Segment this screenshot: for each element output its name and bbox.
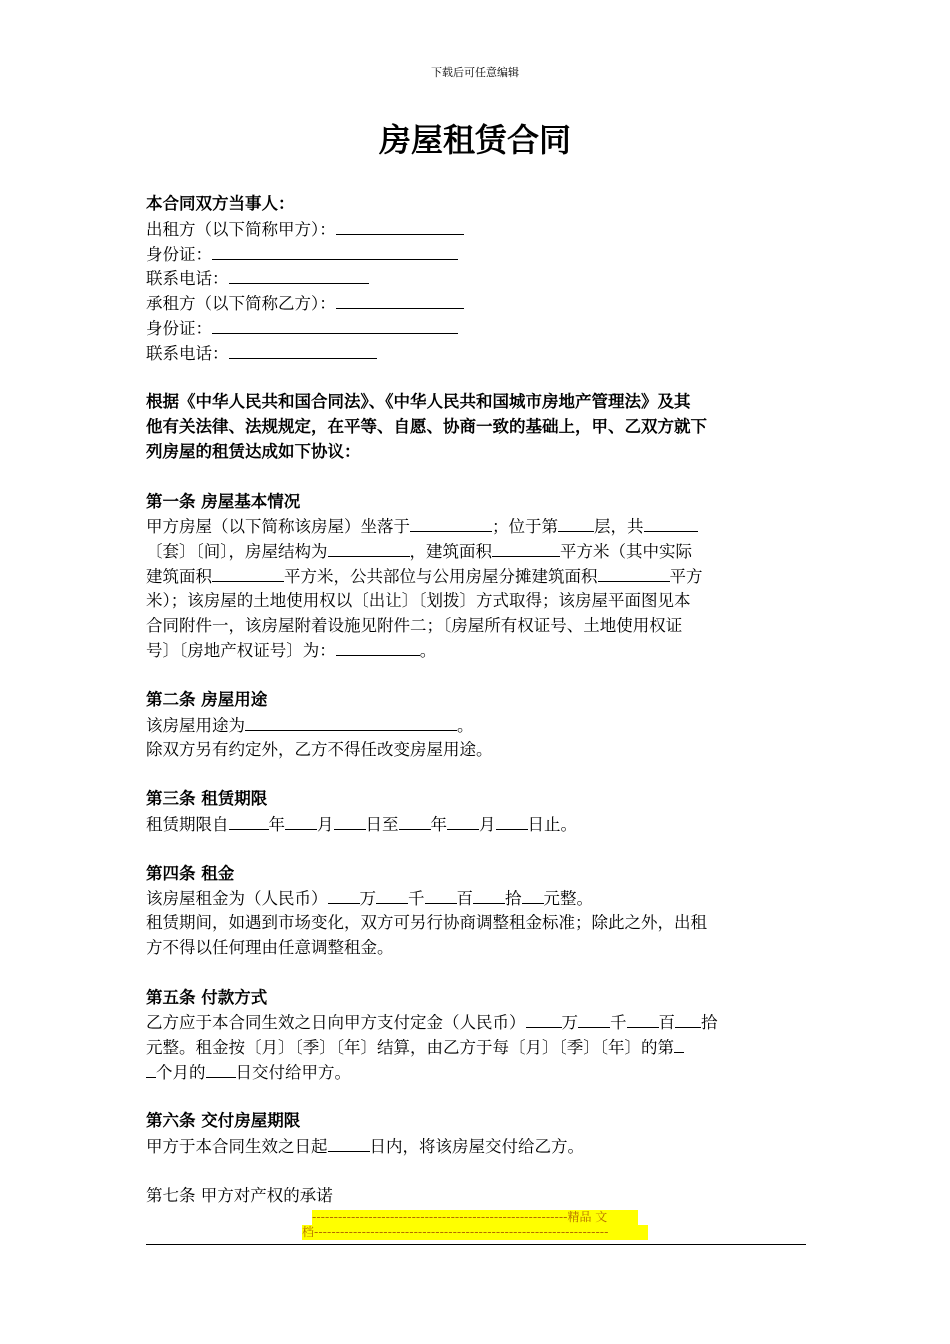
- article-1-line-6: [146, 638, 806, 663]
- deposit-qian-blank[interactable]: [578, 1010, 610, 1028]
- text: 年: [268, 814, 285, 834]
- deposit-bai-blank[interactable]: [627, 1010, 659, 1028]
- text: 平方: [669, 566, 703, 586]
- text: 建筑面积: [146, 566, 212, 586]
- spacer: [146, 663, 806, 688]
- lessor-label: 出租方（以下简称甲方）：: [146, 219, 336, 239]
- lessor-phone-blank[interactable]: [229, 266, 369, 284]
- lessee-id-label: 身份证：: [146, 318, 212, 338]
- text: 月: [317, 814, 334, 834]
- end-day-blank[interactable]: [496, 812, 528, 830]
- structure-blank[interactable]: [328, 539, 410, 557]
- text: 日至: [365, 814, 399, 834]
- lessor-line: [146, 217, 806, 242]
- text: 该房屋用途为: [146, 715, 245, 735]
- usage-blank[interactable]: [245, 713, 457, 731]
- text: 平方米，公共部位与公用房屋分摊建筑面积: [284, 566, 598, 586]
- article-4-line-1: [146, 886, 806, 911]
- article-7-heading: 第七条 甲方对产权的承诺: [146, 1185, 333, 1205]
- text: 乙方应于本合同生效之日向甲方支付定金（人民币）: [146, 1013, 526, 1033]
- lessee-phone-blank[interactable]: [229, 341, 377, 359]
- shared-area-blank[interactable]: [598, 564, 670, 582]
- article-4-line-3: 方不得以任何理由任意调整租金。: [146, 937, 394, 957]
- text: 日内，将该房屋交付给乙方。: [369, 1137, 584, 1157]
- text: 。: [419, 641, 437, 661]
- payment-day-blank[interactable]: [206, 1060, 236, 1078]
- text: ，建筑面积: [409, 542, 492, 562]
- article-4-line-2: 租赁期间，如遇到市场变化，双方可另行协商调整租金标准；除此之外，出租: [146, 913, 707, 933]
- article-1-line-2: [146, 539, 806, 564]
- location-blank[interactable]: [410, 514, 492, 532]
- lessor-id-blank[interactable]: [212, 242, 458, 260]
- article-6-line-1: [146, 1134, 806, 1159]
- article-2-line-2: 除双方另有约定外，乙方不得任改变房屋用途。: [146, 739, 493, 759]
- article-4-heading: 第四条 租金: [146, 863, 235, 883]
- lessee-phone-line: [146, 341, 806, 366]
- text: 甲方房屋（以下简称该房屋）坐落于: [146, 517, 410, 537]
- contract-body: [146, 192, 806, 1209]
- text: 年: [430, 814, 447, 834]
- spacer: [146, 762, 806, 787]
- text: 百: [456, 889, 473, 909]
- lessee-blank[interactable]: [336, 291, 464, 309]
- text: ；位于第: [492, 517, 558, 537]
- text: 月: [479, 814, 496, 834]
- text: 千: [408, 889, 425, 909]
- text: 日交付给甲方。: [235, 1062, 351, 1082]
- header-note: 下载后可任意编辑: [431, 66, 519, 79]
- rent-shi-blank[interactable]: [473, 886, 505, 904]
- article-1-heading: 第一条 房屋基本情况: [146, 491, 301, 511]
- rent-yuan-blank[interactable]: [522, 886, 544, 904]
- article-1-line-1: [146, 514, 806, 539]
- text: 拾: [701, 1013, 718, 1033]
- total-floors-blank[interactable]: [644, 514, 698, 532]
- footer: [146, 1210, 806, 1245]
- text: 个月的: [156, 1062, 206, 1082]
- deposit-wan-blank[interactable]: [526, 1010, 562, 1028]
- floor-blank[interactable]: [558, 514, 594, 532]
- text: 平方米（其中实际: [560, 542, 692, 562]
- payment-month-blank-cont[interactable]: [146, 1060, 156, 1078]
- lessee-id-line: [146, 316, 806, 341]
- spacer: [146, 1085, 806, 1110]
- actual-area-blank[interactable]: [212, 564, 284, 582]
- end-year-blank[interactable]: [399, 812, 431, 830]
- text: 万: [561, 1013, 578, 1033]
- end-month-blank[interactable]: [447, 812, 479, 830]
- text: 租赁期限自: [146, 814, 229, 834]
- lessee-phone-label: 联系电话：: [146, 343, 229, 363]
- text: 甲方于本合同生效之日起: [146, 1137, 328, 1157]
- footer-watermark-line-2: 档--------------------------------------------------------------------: [302, 1225, 648, 1240]
- text: 号〕〔房地产权证号〕为：: [146, 641, 336, 661]
- text: 。: [457, 715, 474, 735]
- article-1-line-4: 米）；该房屋的土地使用权以〔出让〕〔划拨〕方式取得；该房屋平面图见本: [146, 590, 691, 610]
- text: 元整。租金按〔月〕〔季〕〔年〕结算，由乙方于每〔月〕〔季〕〔年〕的第: [146, 1038, 674, 1058]
- text: 千: [610, 1013, 627, 1033]
- start-month-blank[interactable]: [285, 812, 317, 830]
- text: 元整。: [543, 889, 593, 909]
- text: 万: [359, 889, 376, 909]
- preamble-line-3: 列房屋的租赁达成如下协议：: [146, 441, 361, 461]
- page-title: 房屋租赁合同: [378, 121, 571, 159]
- text: 层，共: [594, 517, 644, 537]
- article-5-line-3: [146, 1060, 806, 1085]
- deposit-shi-blank[interactable]: [675, 1010, 701, 1028]
- lessor-phone-line: [146, 266, 806, 291]
- lessee-label: 承租方（以下简称乙方）：: [146, 294, 336, 314]
- preamble-line-1: 根据《中华人民共和国合同法》、《中华人民共和国城市房地产管理法》及其: [146, 392, 691, 412]
- lessor-id-line: [146, 242, 806, 267]
- article-1-line-3: [146, 564, 806, 589]
- start-day-blank[interactable]: [334, 812, 366, 830]
- text: 〔套〕〔间〕，房屋结构为: [146, 542, 328, 562]
- rent-qian-blank[interactable]: [376, 886, 408, 904]
- preamble-line-2: 他有关法律、法规规定，在平等、自愿、协商一致的基础上，甲、乙双方就下: [146, 417, 707, 437]
- lessee-line: [146, 291, 806, 316]
- article-2-line-1: [146, 713, 806, 738]
- spacer: [146, 465, 806, 490]
- footer-rule: [146, 1244, 806, 1245]
- certificate-blank[interactable]: [336, 638, 420, 656]
- lessee-id-blank[interactable]: [212, 316, 458, 334]
- rent-bai-blank[interactable]: [425, 886, 457, 904]
- article-1-line-5: 合同附件一，该房屋附着设施见附件二；〔房屋所有权证号、土地使用权证: [146, 615, 683, 635]
- spacer: [146, 961, 806, 986]
- delivery-days-blank[interactable]: [328, 1134, 370, 1152]
- text: 拾: [505, 889, 522, 909]
- text: 百: [658, 1013, 675, 1033]
- article-6-heading: 第六条 交付房屋期限: [146, 1111, 301, 1131]
- spacer: [146, 366, 806, 391]
- article-3-line-1: [146, 812, 806, 837]
- footer-watermark-line-1: -----------------------------------------------------------精品 文: [312, 1210, 638, 1225]
- spacer: [146, 837, 806, 862]
- area-blank[interactable]: [492, 539, 560, 557]
- article-5-line-2: [146, 1035, 806, 1060]
- lessor-phone-label: 联系电话：: [146, 269, 229, 289]
- parties-heading: 本合同双方当事人：: [146, 194, 295, 213]
- lessor-id-label: 身份证：: [146, 244, 212, 264]
- rent-wan-blank[interactable]: [328, 886, 360, 904]
- article-5-line-1: [146, 1010, 806, 1035]
- article-3-heading: 第三条 租赁期限: [146, 789, 268, 809]
- payment-month-blank[interactable]: [674, 1035, 684, 1053]
- lessor-blank[interactable]: [336, 217, 464, 235]
- spacer: [146, 1159, 806, 1184]
- article-5-heading: 第五条 付款方式: [146, 987, 268, 1007]
- article-2-heading: 第二条 房屋用途: [146, 689, 268, 709]
- text: 日止。: [527, 814, 577, 834]
- text: 该房屋租金为（人民币）: [146, 889, 328, 909]
- start-year-blank[interactable]: [229, 812, 269, 830]
